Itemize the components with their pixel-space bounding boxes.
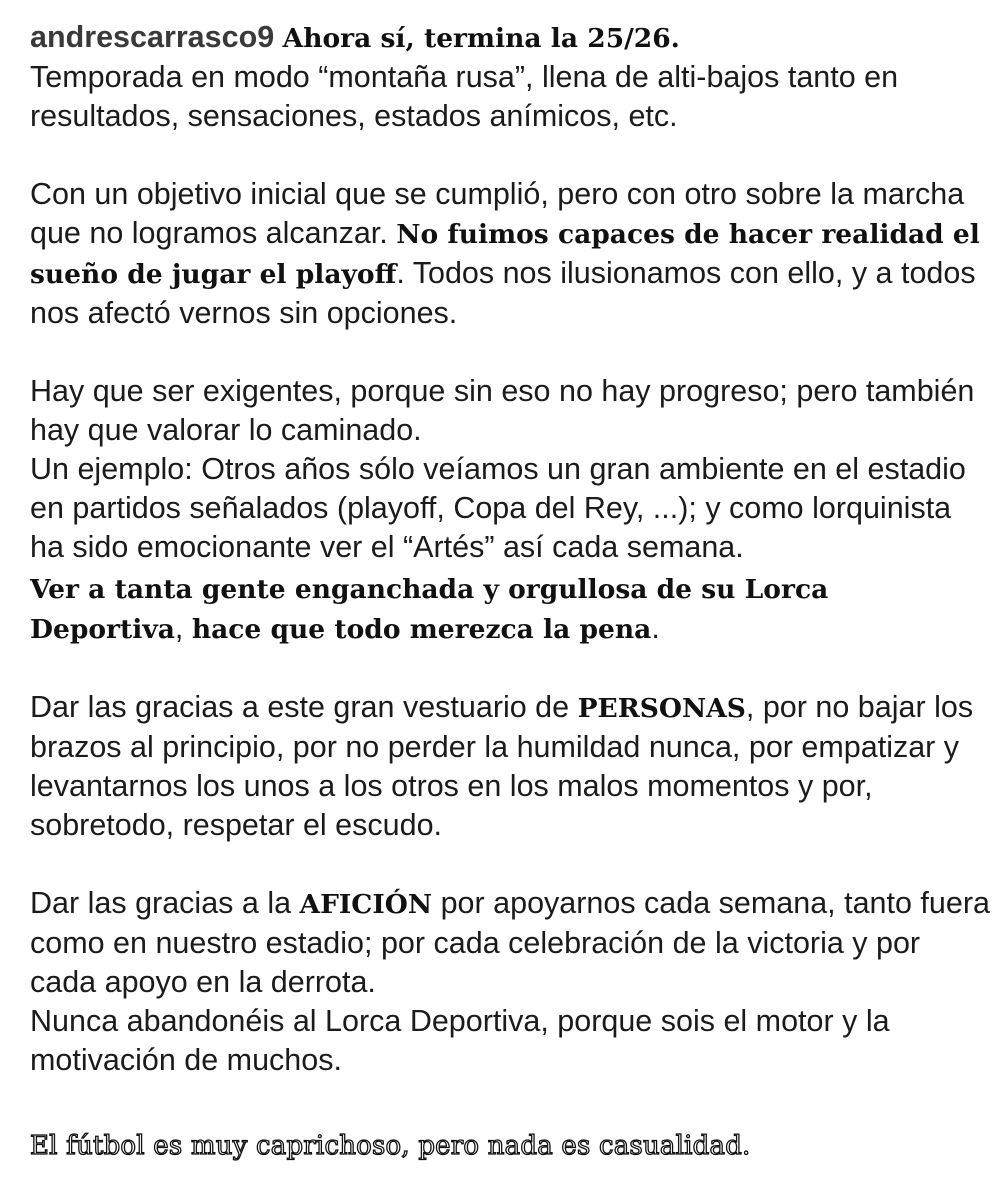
paragraph-gap bbox=[30, 333, 990, 372]
fans-comma: , bbox=[174, 611, 192, 645]
paragraph-season: Temporada en modo “montaña rusa”, llena de alti-bajos tanto en resultados, sensaciones, estados anímicos, etc. bbox=[30, 60, 899, 133]
paragraph-fans-thanks bbox=[30, 884, 990, 1002]
fans-bold-text: Ver a tanta gente enganchada y orgullosa de su Lorca Deportiva bbox=[30, 574, 829, 645]
paragraph-never-abandon: Nunca abandonéis al Lorca Deportiva, porque sois el motor y la motivación de muchos. bbox=[30, 1004, 890, 1077]
paragraph-squad-thanks bbox=[30, 688, 990, 845]
username-link[interactable]: andrescarrasco9 bbox=[30, 20, 275, 54]
paragraph-gap bbox=[30, 136, 990, 175]
paragraph-gap bbox=[30, 649, 990, 688]
paragraph-gap bbox=[30, 845, 990, 884]
paragraph-gap bbox=[30, 1080, 990, 1119]
fans-thanks-text: Dar las gracias a la bbox=[30, 886, 300, 920]
personas-bold-text: PERSONAS bbox=[577, 693, 746, 724]
paragraph-objective bbox=[30, 175, 990, 333]
squad-text: Dar las gracias a este gran vestuario de bbox=[30, 690, 578, 724]
post-caption bbox=[30, 18, 990, 1166]
caption-header bbox=[30, 18, 990, 58]
objective-text-end: . Todos nos ilusionamos con ello, y a todos nos afectó vernos sin opciones. bbox=[30, 256, 976, 330]
worth-bold-text: hace que todo merezca la pena bbox=[191, 614, 652, 645]
aficion-bold-text: AFICIÓN bbox=[299, 889, 433, 920]
fans-period: . bbox=[651, 611, 660, 645]
closing-outline-text: El fútbol es muy caprichoso, pero nada es casualidad. bbox=[30, 1131, 751, 1161]
objective-text: Con un objetivo inicial que se cumplió, pero con otro sobre la marcha que no logramos alcanzar. bbox=[30, 177, 965, 250]
objective-bold-text: No fuimos capaces de hacer realidad el sueño de jugar el playoff bbox=[30, 219, 980, 290]
squad-text-end: , por no bajar los brazos al principio, por no perder la humildad nunca, por empatizar y levantarnos los unos a los otros en los malos momentos y por, sobretodo, respetar el escudo. bbox=[30, 690, 974, 842]
paragraph-demanding: Hay que ser exigentes, porque sin eso no hay progreso; pero también hay que valorar lo caminado. bbox=[30, 374, 975, 447]
headline-text: Ahora sí, termina la 25/26. bbox=[282, 23, 680, 54]
paragraph-fans-worth bbox=[30, 569, 990, 649]
fans-thanks-text-end: por apoyarnos cada semana, tanto fuera como en nuestro estadio; por cada celebración de la victoria y por cada apoyo en la derrota. bbox=[30, 886, 990, 999]
paragraph-example: Un ejemplo: Otros años sólo veíamos un gran ambiente en el estadio en partidos señalados (playoff, Copa del Rey, ...); y como lorquinista ha sido emocionante ver el “Artés” así cada semana. bbox=[30, 452, 966, 564]
